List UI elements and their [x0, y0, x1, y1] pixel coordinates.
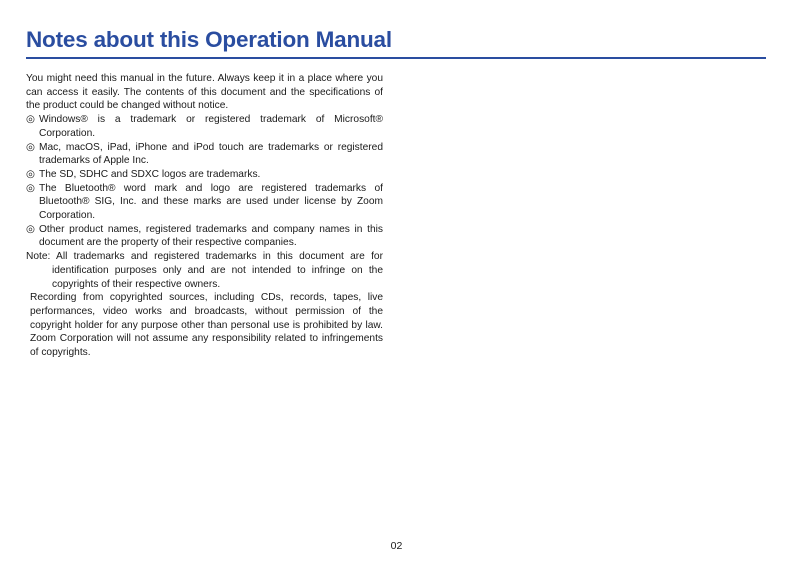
double-circle-bullet-icon: ◎ [26, 223, 35, 235]
double-circle-bullet-icon: ◎ [26, 141, 35, 153]
trademark-item-windows [26, 113, 383, 140]
double-circle-bullet-icon: ◎ [26, 168, 35, 180]
trademark-item-text: Mac, macOS, iPad, iPhone and iPod touch are trademarks or registered trademarks of Apple Inc. [39, 141, 383, 167]
double-circle-bullet-icon: ◎ [26, 114, 35, 126]
trademark-item-sd [26, 168, 383, 182]
double-circle-bullet-icon: ◎ [26, 182, 35, 194]
copyright-notice: Recording from copyrighted sources, including CDs, records, tapes, live performances, video works and broadcasts, without permission of the copyright holder for any purpose other than personal use is prohibited by law. Zoom Corporation will not assume any responsibility related to infringements of copyrights. [30, 292, 383, 359]
page-number: 02 [390, 540, 403, 552]
trademark-item-other [26, 223, 383, 250]
intro-paragraph: You might need this manual in the future. Always keep it in a place where you can access it easily. The contents of this document and the specifications of the product could be changed without notice. [26, 73, 383, 112]
manual-notes-content [26, 72, 383, 360]
trademark-item-bluetooth [26, 182, 383, 223]
trademark-item-text: The Bluetooth® word mark and logo are registered trademarks of Bluetooth® SIG, Inc. and these marks are used under license by Zoom Corporation. [39, 182, 383, 222]
trademark-item-apple [26, 141, 383, 168]
trademark-item-text: Other product names, registered trademarks and company names in this document are the property of their respective companies. [39, 223, 383, 249]
title-underline [26, 57, 766, 59]
page-title: Notes about this Operation Manual [26, 27, 392, 52]
trademark-note: Note: All trademarks and registered trademarks in this document are for identification purposes only and are not intended to infringe on the copyrights of their respective owners. [26, 251, 383, 290]
trademark-item-text: Windows® is a trademark or registered trademark of Microsoft® Corporation. [39, 114, 383, 139]
trademark-item-text: The SD, SDHC and SDXC logos are trademarks. [39, 168, 261, 180]
